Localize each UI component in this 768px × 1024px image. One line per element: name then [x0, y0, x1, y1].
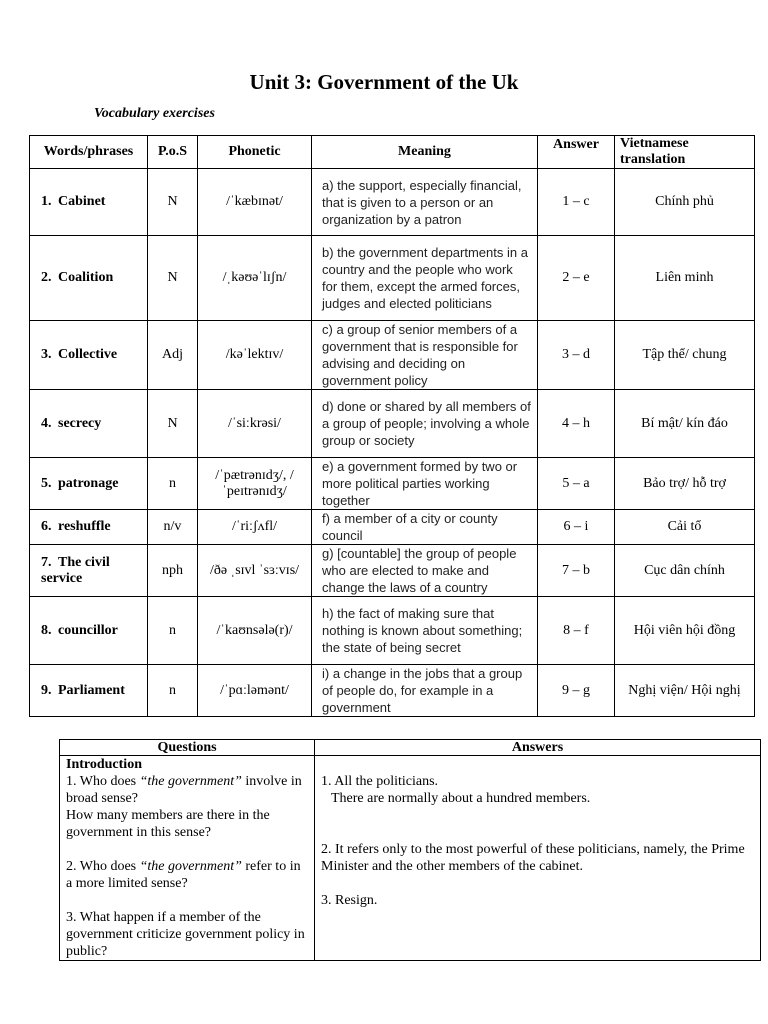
phonetic-cell: /ˈkæbɪnət/ [198, 169, 312, 236]
phonetic-cell: /ˌkəʊəˈlɪʃn/ [198, 236, 312, 321]
meaning-cell: a) the support, especially financial, that is given to a person or an organization by a patron [312, 169, 538, 236]
pos-cell: N [148, 236, 198, 321]
qa-header-row [60, 740, 761, 756]
pos-cell: N [148, 390, 198, 458]
intro-heading: Introduction [66, 757, 142, 772]
question-3: 3. What happen if a member of the government criticize government policy in public? [66, 910, 305, 959]
header-pos: P.o.S [148, 136, 198, 169]
vocab-row [30, 510, 755, 545]
header-answer: Answer [538, 136, 615, 169]
vocab-row [30, 390, 755, 458]
word-cell [30, 545, 148, 597]
answer-cell: 3 – d [538, 321, 615, 390]
phonetic-cell: /ˈriːʃʌfl/ [198, 510, 312, 545]
questions-cell [60, 756, 315, 961]
header-vietnamese: Vietnamese translation [615, 136, 755, 169]
pos-cell: n [148, 458, 198, 510]
phonetic-cell: /ˈpɑːləmənt/ [198, 665, 312, 717]
word-number: 7. [41, 554, 52, 570]
word-text: councillor [58, 622, 118, 638]
pos-cell: N [148, 169, 198, 236]
word-text: secrecy [58, 415, 102, 431]
vocab-row [30, 169, 755, 236]
phonetic-cell: /ˈpætrənɪdʒ/, /ˈpeɪtrənɪdʒ/ [198, 458, 312, 510]
answer-cell: 8 – f [538, 597, 615, 665]
questions-answers-table [59, 739, 761, 961]
header-word: Words/phrases [30, 136, 148, 169]
word-number: 3. [41, 347, 52, 362]
vietnamese-cell: Cục dân chính [615, 545, 755, 597]
answer-2: 2. It refers only to the most powerful of these politicians, namely, the Prime Minister and the other members of the cabinet. [321, 842, 745, 874]
header-questions: Questions [60, 740, 315, 756]
answer-cell: 2 – e [538, 236, 615, 321]
vocab-header-row [30, 136, 755, 169]
vocab-row [30, 597, 755, 665]
word-number: 9. [41, 682, 52, 698]
header-phonetic: Phonetic [198, 136, 312, 169]
vietnamese-cell: Nghị viện/ Hội nghị [615, 665, 755, 717]
page-title: Unit 3: Government of the Uk [249, 70, 519, 94]
word-text: Coalition [58, 270, 114, 285]
qa-row [60, 756, 761, 961]
word-cell [30, 236, 148, 321]
word-text: patronage [58, 475, 119, 491]
word-cell [30, 458, 148, 510]
meaning-cell: h) the fact of making sure that nothing is known about something; the state of being secret [312, 597, 538, 665]
word-number: 8. [41, 622, 52, 638]
word-cell [30, 390, 148, 458]
word-number: 2. [41, 270, 52, 285]
phonetic-cell: /ˈkaʊnsələ(r)/ [198, 597, 312, 665]
phonetic-cell: /ðə ˌsɪvl ˈsɜːvɪs/ [198, 545, 312, 597]
vocab-row [30, 545, 755, 597]
pos-cell: n [148, 665, 198, 717]
meaning-cell: i) a change in the jobs that a group of people do, for example in a government [312, 665, 538, 717]
section-subtitle: Vocabulary exercises [94, 106, 215, 121]
vietnamese-cell: Chính phủ [615, 169, 755, 236]
word-number: 4. [41, 415, 52, 431]
word-cell [30, 597, 148, 665]
question-1-followup: How many members are there in the government in this sense? [66, 808, 270, 840]
pos-cell: Adj [148, 321, 198, 390]
vocabulary-table [29, 135, 755, 717]
answer-cell: 4 – h [538, 390, 615, 458]
vietnamese-cell: Bí mật/ kín đáo [615, 390, 755, 458]
vocab-row [30, 321, 755, 390]
word-number: 1. [41, 194, 52, 209]
word-text: Cabinet [58, 194, 106, 209]
pos-cell: n [148, 597, 198, 665]
word-number: 5. [41, 475, 52, 491]
vietnamese-cell: Tập thể/ chung [615, 321, 755, 390]
pos-cell: nph [148, 545, 198, 597]
phonetic-cell: /ˈsiːkrəsi/ [198, 390, 312, 458]
vietnamese-cell: Liên minh [615, 236, 755, 321]
answer-cell: 9 – g [538, 665, 615, 717]
word-cell [30, 665, 148, 717]
answer-1-detail: There are normally about a hundred members. [331, 791, 591, 806]
word-text: Parliament [58, 682, 125, 698]
word-number: 6. [41, 519, 52, 534]
vietnamese-cell: Bảo trợ/ hỗ trợ [615, 458, 755, 510]
meaning-cell: b) the government departments in a country and the people who work for them, except the armed forces, judges and elected politicians [312, 236, 538, 321]
meaning-cell: e) a government formed by two or more political parties working together [312, 458, 538, 510]
pos-cell: n/v [148, 510, 198, 545]
word-text: reshuffle [58, 519, 111, 534]
answer-3: 3. Resign. [321, 893, 378, 908]
word-text: Collective [58, 347, 118, 362]
meaning-cell: c) a group of senior members of a government that is responsible for advising and deciding on government policy [312, 321, 538, 390]
word-text: The civil service [41, 554, 110, 586]
vietnamese-cell: Hội viên hội đồng [615, 597, 755, 665]
answer-1: 1. All the politicians. [321, 774, 439, 789]
question-1: 1. Who does “the government” involve in broad sense? [66, 774, 302, 806]
word-cell [30, 510, 148, 545]
header-answers: Answers [315, 740, 761, 756]
answer-cell: 5 – a [538, 458, 615, 510]
vocab-row [30, 458, 755, 510]
meaning-cell: f) a member of a city or county council [312, 510, 538, 545]
meaning-cell: d) done or shared by all members of a group of people; involving a whole group or society [312, 390, 538, 458]
phonetic-cell: /kəˈlektɪv/ [198, 321, 312, 390]
answer-cell: 7 – b [538, 545, 615, 597]
question-2: 2. Who does “the government” refer to in a more limited sense? [66, 859, 301, 891]
answer-cell: 6 – i [538, 510, 615, 545]
vocab-row [30, 665, 755, 717]
answer-cell: 1 – c [538, 169, 615, 236]
word-cell [30, 321, 148, 390]
vocab-row [30, 236, 755, 321]
vietnamese-cell: Cải tổ [615, 510, 755, 545]
header-meaning: Meaning [312, 136, 538, 169]
answers-cell [315, 756, 761, 961]
word-cell [30, 169, 148, 236]
meaning-cell: g) [countable] the group of people who are elected to make and change the laws of a country [312, 545, 538, 597]
